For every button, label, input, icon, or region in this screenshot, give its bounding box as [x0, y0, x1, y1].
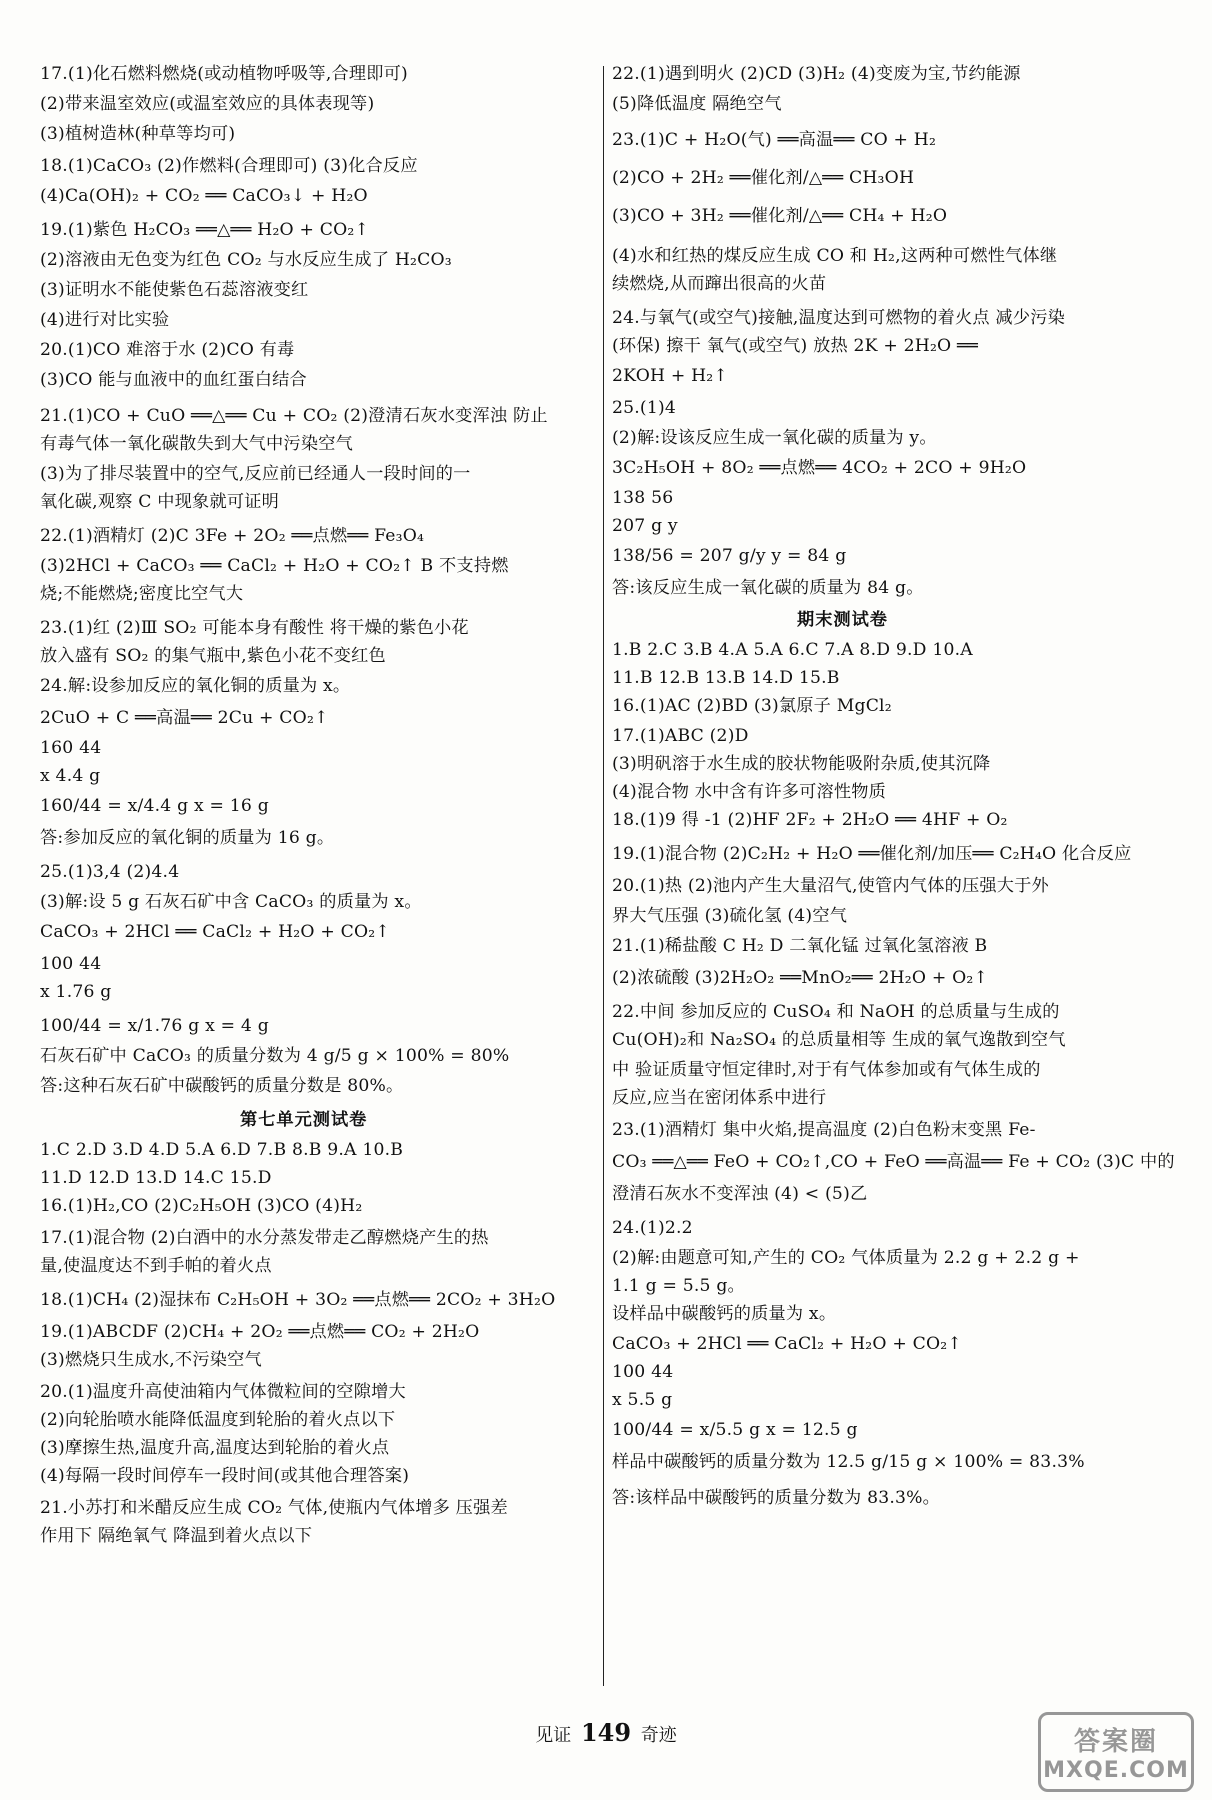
answer-line: 23.(1)酒精灯 集中火焰,提高温度 (2)白色粉末变黑 Fe- — [612, 1120, 1036, 1140]
answer-line: Cu(OH)₂和 Na₂SO₄ 的总质量相等 生成的氧气逸散到空气 — [612, 1030, 1066, 1050]
answer-line: 21.(1)稀盐酸 C H₂ D 二氧化锰 过氧化氢溶液 B — [612, 936, 988, 956]
answer-line: (4)水和红热的煤反应生成 CO 和 H₂,这两种可燃性气体继 — [612, 246, 1058, 266]
answer-line: (3)解:设 5 g 石灰石矿中含 CaCO₃ 的质量为 x。 — [40, 892, 422, 912]
answer-line: 设样品中碳酸钙的质量为 x。 — [612, 1304, 837, 1324]
answer-line: 24.解:设参加反应的氧化铜的质量为 x。 — [40, 676, 351, 696]
answer-line: (3)燃烧只生成水,不污染空气 — [40, 1350, 262, 1370]
answer-line: (2)解:由题意可知,产生的 CO₂ 气体质量为 2.2 g + 2.2 g + — [612, 1248, 1080, 1268]
answer-line: 138 56 — [612, 488, 674, 508]
watermark-text: 答案圈 — [1073, 1727, 1158, 1757]
answer-line: 19.(1)混合物 (2)C₂H₂ + H₂O ══催化剂/加压══ C₂H₄O 化合反应 — [612, 844, 1132, 864]
answer-line: CaCO₃ + 2HCl ══ CaCl₂ + H₂O + CO₂↑ — [40, 922, 390, 942]
answer-line: 17.(1)ABC (2)D — [612, 726, 749, 746]
answer-line: 16.(1)H₂,CO (2)C₂H₅OH (3)CO (4)H₂ — [40, 1196, 363, 1216]
answer-line: (环保) 擦干 氧气(或空气) 放热 2K + 2H₂O ══ — [612, 336, 979, 356]
answer-line: 22.(1)遇到明火 (2)CD (3)H₂ (4)变废为宝,节约能源 — [612, 64, 1021, 84]
answer-line: 1.B 2.C 3.B 4.A 5.A 6.C 7.A 8.D 9.D 10.A — [612, 640, 973, 660]
answer-line: 1.C 2.D 3.D 4.D 5.A 6.D 7.B 8.B 9.A 10.B — [40, 1140, 404, 1160]
answer-line: (3)明矾溶于水生成的胶状物能吸附杂质,使其沉降 — [612, 754, 991, 774]
answer-line: 25.(1)3,4 (2)4.4 — [40, 862, 180, 882]
answer-line: 续燃烧,从而蹿出很高的火苗 — [612, 274, 827, 294]
answer-line: (3)为了排尽装置中的空气,反应前已经通人一段时间的一 — [40, 464, 471, 484]
answer-line: 207 g y — [612, 516, 678, 536]
answer-line: 石灰石矿中 CaCO₃ 的质量分数为 4 g/5 g × 100% = 80% — [40, 1046, 510, 1066]
answer-line: 24.与氧气(或空气)接触,温度达到可燃物的着火点 减少污染 — [612, 308, 1065, 328]
answer-line: (3)2HCl + CaCO₃ ══ CaCl₂ + H₂O + CO₂↑ B 不支持燃 — [40, 556, 509, 576]
answer-line: 17.(1)混合物 (2)白酒中的水分蒸发带走乙醇燃烧产生的热 — [40, 1228, 489, 1248]
answer-line: (3)摩擦生热,温度升高,温度达到轮胎的着火点 — [40, 1438, 390, 1458]
answer-line: 界大气压强 (3)硫化氢 (4)空气 — [612, 906, 848, 926]
answer-line: 100 44 — [40, 954, 102, 974]
answer-line: (4)混合物 水中含有许多可溶性物质 — [612, 782, 887, 802]
answer-line: 100/44 = x/1.76 g x = 4 g — [40, 1016, 269, 1036]
answer-line: 20.(1)CO 难溶于水 (2)CO 有毒 — [40, 340, 295, 360]
answer-line: 100 44 — [612, 1362, 674, 1382]
answer-line: (2)向轮胎喷水能降低温度到轮胎的着火点以下 — [40, 1410, 396, 1430]
answer-line: 量,使温度达不到手帕的着火点 — [40, 1256, 272, 1276]
answer-line: 有毒气体一氧化碳散失到大气中污染空气 — [40, 434, 353, 454]
section-heading: 第七单元测试卷 — [240, 1110, 368, 1130]
page-footer — [0, 1718, 1212, 1747]
column-divider — [603, 66, 604, 1686]
answer-line: (5)降低温度 隔绝空气 — [612, 94, 782, 114]
answer-line: 3C₂H₅OH + 8O₂ ══点燃══ 4CO₂ + 2CO + 9H₂O — [612, 458, 1027, 478]
answer-line: 16.(1)AC (2)BD (3)氯原子 MgCl₂ — [612, 696, 892, 716]
answer-line: (4)每隔一段时间停车一段时间(或其他合理答案) — [40, 1466, 410, 1486]
answer-line: x 1.76 g — [40, 982, 112, 1002]
answer-line: 答:参加反应的氧化铜的质量为 16 g。 — [40, 828, 335, 848]
answer-line: 11.D 12.D 13.D 14.C 15.D — [40, 1168, 272, 1188]
answer-line: (2)解:设该反应生成一氧化碳的质量为 y。 — [612, 428, 937, 448]
answer-line: (3)植树造林(种草等均可) — [40, 124, 236, 144]
answer-line: 样品中碳酸钙的质量分数为 12.5 g/15 g × 100% = 83.3% — [612, 1452, 1085, 1472]
answer-line: 23.(1)红 (2)Ⅲ SO₂ 可能本身有酸性 将干燥的紫色小花 — [40, 618, 469, 638]
answer-line: (2)溶液由无色变为红色 CO₂ 与水反应生成了 H₂CO₃ — [40, 250, 452, 270]
answer-line: x 4.4 g — [40, 766, 101, 786]
answer-line: 20.(1)温度升高使油箱内气体微粒间的空隙增大 — [40, 1382, 406, 1402]
page-number: 149 — [580, 1718, 632, 1747]
answer-line: 17.(1)化石燃料燃烧(或动植物呼吸等,合理即可) — [40, 64, 408, 84]
answer-line: 放入盛有 SO₂ 的集气瓶中,紫色小花不变红色 — [40, 646, 386, 666]
answer-line: 19.(1)ABCDF (2)CH₄ + 2O₂ ══点燃══ CO₂ + 2H₂O — [40, 1322, 480, 1342]
answer-line: 100/44 = x/5.5 g x = 12.5 g — [612, 1420, 858, 1440]
answer-line: 19.(1)紫色 H₂CO₃ ══△══ H₂O + CO₂↑ — [40, 220, 370, 240]
section-heading: 期末测试卷 — [797, 610, 888, 630]
answer-line: x 5.5 g — [612, 1390, 673, 1410]
answer-line: (4)进行对比实验 — [40, 310, 170, 330]
answer-line: 烧;不能燃烧;密度比空气大 — [40, 584, 244, 604]
footer-left: 见证 — [535, 1725, 572, 1746]
answer-line: 反应,应当在密闭体系中进行 — [612, 1088, 827, 1108]
answer-line: CO₃ ══△══ FeO + CO₂↑,CO + FeO ══高温══ Fe + CO₂ (3)C 中的 — [612, 1152, 1175, 1172]
answer-line: 11.B 12.B 13.B 14.D 15.B — [612, 668, 840, 688]
answer-line: 中 验证质量守恒定律时,对于有气体参加或有气体生成的 — [612, 1060, 1041, 1080]
answer-line: 18.(1)9 得 -1 (2)HF 2F₂ + 2H₂O ══ 4HF + O₂ — [612, 810, 1008, 830]
answer-line: 22.(1)酒精灯 (2)C 3Fe + 2O₂ ══点燃══ Fe₃O₄ — [40, 526, 425, 546]
answer-line: 24.(1)2.2 — [612, 1218, 693, 1238]
watermark-logo — [1038, 1712, 1194, 1792]
answer-line: 138/56 = 207 g/y y = 84 g — [612, 546, 847, 566]
answer-line: 答:这种石灰石矿中碳酸钙的质量分数是 80%。 — [40, 1076, 404, 1096]
answer-line: 20.(1)热 (2)池内产生大量沼气,使管内气体的压强大于外 — [612, 876, 1049, 896]
answer-line: (2)CO + 2H₂ ══催化剂/△══ CH₃OH — [612, 168, 915, 188]
watermark-url: MXQE.COM — [1043, 1758, 1189, 1783]
answer-line: 答:该反应生成一氧化碳的质量为 84 g。 — [612, 578, 924, 598]
answer-line: 作用下 隔绝氧气 降温到着火点以下 — [40, 1526, 313, 1546]
answer-line: 18.(1)CH₄ (2)湿抹布 C₂H₅OH + 3O₂ ══点燃══ 2CO₂ + 3H₂O — [40, 1290, 556, 1310]
answer-line: 23.(1)C + H₂O(气) ══高温══ CO + H₂ — [612, 130, 937, 150]
answer-line: 澄清石灰水不变浑浊 (4) < (5)乙 — [612, 1184, 868, 1204]
answer-line: (3)证明水不能使紫色石蕊溶液变红 — [40, 280, 309, 300]
answer-line: (4)Ca(OH)₂ + CO₂ ══ CaCO₃↓ + H₂O — [40, 186, 368, 206]
answer-line: 2KOH + H₂↑ — [612, 366, 729, 386]
answer-line: 18.(1)CaCO₃ (2)作燃料(合理即可) (3)化合反应 — [40, 156, 418, 176]
answer-line: CaCO₃ + 2HCl ══ CaCl₂ + H₂O + CO₂↑ — [612, 1334, 962, 1354]
answer-line: 25.(1)4 — [612, 398, 677, 418]
answer-line: (2)浓硫酸 (3)2H₂O₂ ══MnO₂══ 2H₂O + O₂↑ — [612, 968, 989, 988]
answer-line: 160 44 — [40, 738, 102, 758]
answer-line: (3)CO + 3H₂ ══催化剂/△══ CH₄ + H₂O — [612, 206, 948, 226]
answer-line: 21.(1)CO + CuO ══△══ Cu + CO₂ (2)澄清石灰水变浑浊 防止 — [40, 406, 548, 426]
answer-line: 氧化碳,观察 C 中现象就可证明 — [40, 492, 279, 512]
answer-line: 21.小苏打和米醋反应生成 CO₂ 气体,使瓶内气体增多 压强差 — [40, 1498, 508, 1518]
answer-line: (3)CO 能与血液中的血红蛋白结合 — [40, 370, 307, 390]
answer-line: (2)带来温室效应(或温室效应的具体表现等) — [40, 94, 375, 114]
answer-line: 160/44 = x/4.4 g x = 16 g — [40, 796, 269, 816]
answer-line: 1.1 g = 5.5 g。 — [612, 1276, 745, 1296]
footer-right: 奇迹 — [640, 1725, 677, 1746]
answer-line: 22.中间 参加反应的 CuSO₄ 和 NaOH 的总质量与生成的 — [612, 1002, 1060, 1022]
answer-line: 2CuO + C ══高温══ 2Cu + CO₂↑ — [40, 708, 329, 728]
answer-line: 答:该样品中碳酸钙的质量分数为 83.3%。 — [612, 1488, 941, 1508]
